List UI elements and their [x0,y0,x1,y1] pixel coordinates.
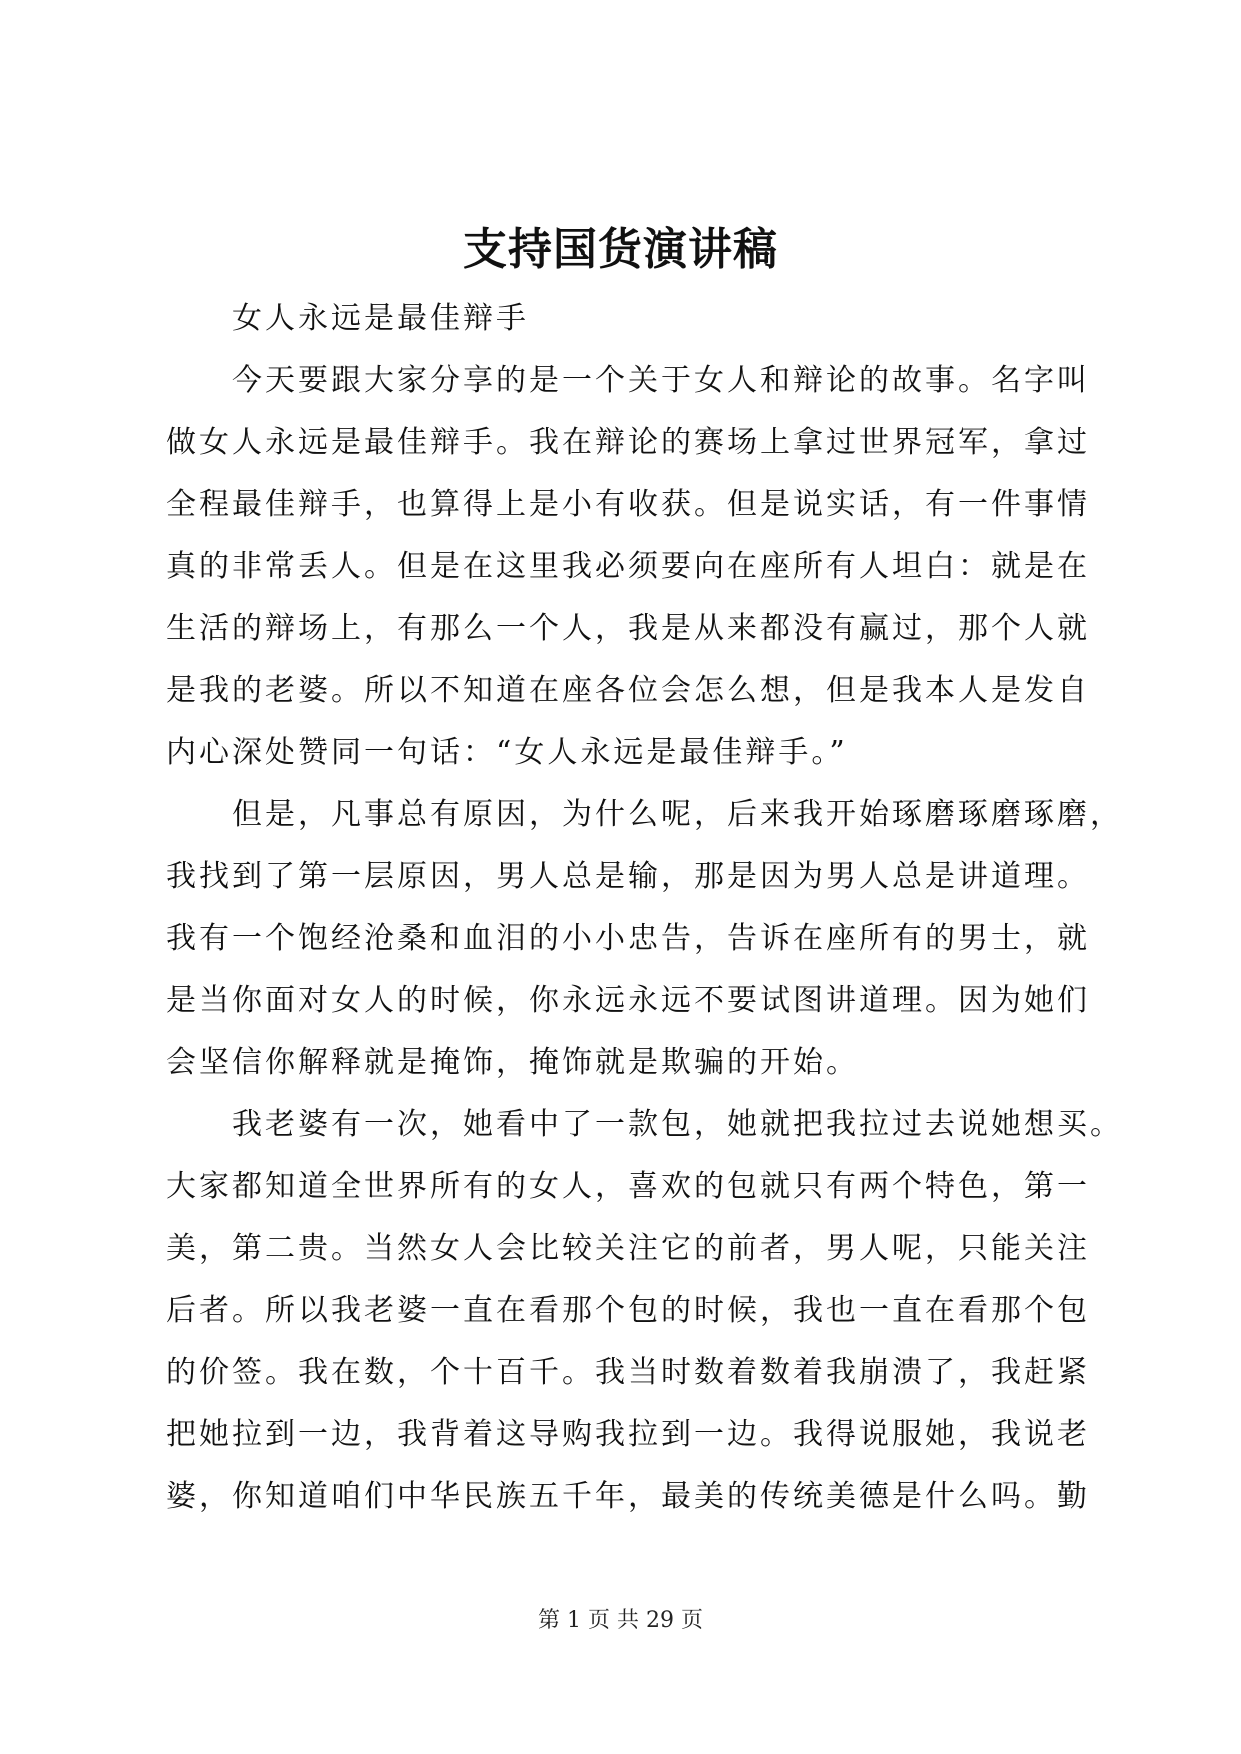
text-line: 是我的老婆。所以不知道在座各位会怎么想，但是我本人是发自 [166,673,1090,708]
text-line: 生活的辩场上，有那么一个人，我是从来都没有赢过，那个人就 [166,611,1090,646]
text-line: 做女人永远是最佳辩手。我在辩论的赛场上拿过世界冠军，拿过 [166,425,1090,460]
text-line: 的价签。我在数，个十百千。我当时数着数着我崩溃了，我赶紧 [166,1355,1090,1390]
text-line: 内心深处赞同一句话：“女人永远是最佳辩手。” [166,735,848,770]
text-line: 真的非常丢人。但是在这里我必须要向在座所有人坦白：就是在 [166,549,1090,584]
text-line: 女人永远是最佳辩手 [232,301,529,336]
text-line: 今天要跟大家分享的是一个关于女人和辩论的故事。名字叫 [232,363,1090,398]
text-line: 把她拉到一边，我背着这导购我拉到一边。我得说服她，我说老 [166,1417,1090,1452]
text-line: 美，第二贵。当然女人会比较关注它的前者，男人呢，只能关注 [166,1231,1090,1266]
text-line: 但是，凡事总有原因，为什么呢，后来我开始琢磨琢磨琢磨， [232,797,1123,832]
text-line: 后者。所以我老婆一直在看那个包的时候，我也一直在看那个包 [166,1293,1090,1328]
document-body [166,288,1123,1528]
text-line: 是当你面对女人的时候，你永远永远不要试图讲道理。因为她们 [166,983,1090,1018]
text-line: 全程最佳辩手，也算得上是小有收获。但是说实话，有一件事情 [166,487,1090,522]
page-footer: 第 1 页 共 29 页 [538,1608,703,1633]
text-line: 我找到了第一层原因，男人总是输，那是因为男人总是讲道理。 [166,859,1090,894]
text-line: 我有一个饱经沧桑和血泪的小小忠告，告诉在座所有的男士，就 [166,921,1090,956]
text-line: 会坚信你解释就是掩饰，掩饰就是欺骗的开始。 [166,1045,859,1080]
text-line: 我老婆有一次，她看中了一款包，她就把我拉过去说她想买。 [232,1107,1123,1142]
text-line: 婆，你知道咱们中华民族五千年，最美的传统美德是什么吗。勤 [166,1479,1090,1514]
document-title: 支持国货演讲稿 [463,224,778,275]
text-line: 大家都知道全世界所有的女人，喜欢的包就只有两个特色，第一 [166,1169,1090,1204]
